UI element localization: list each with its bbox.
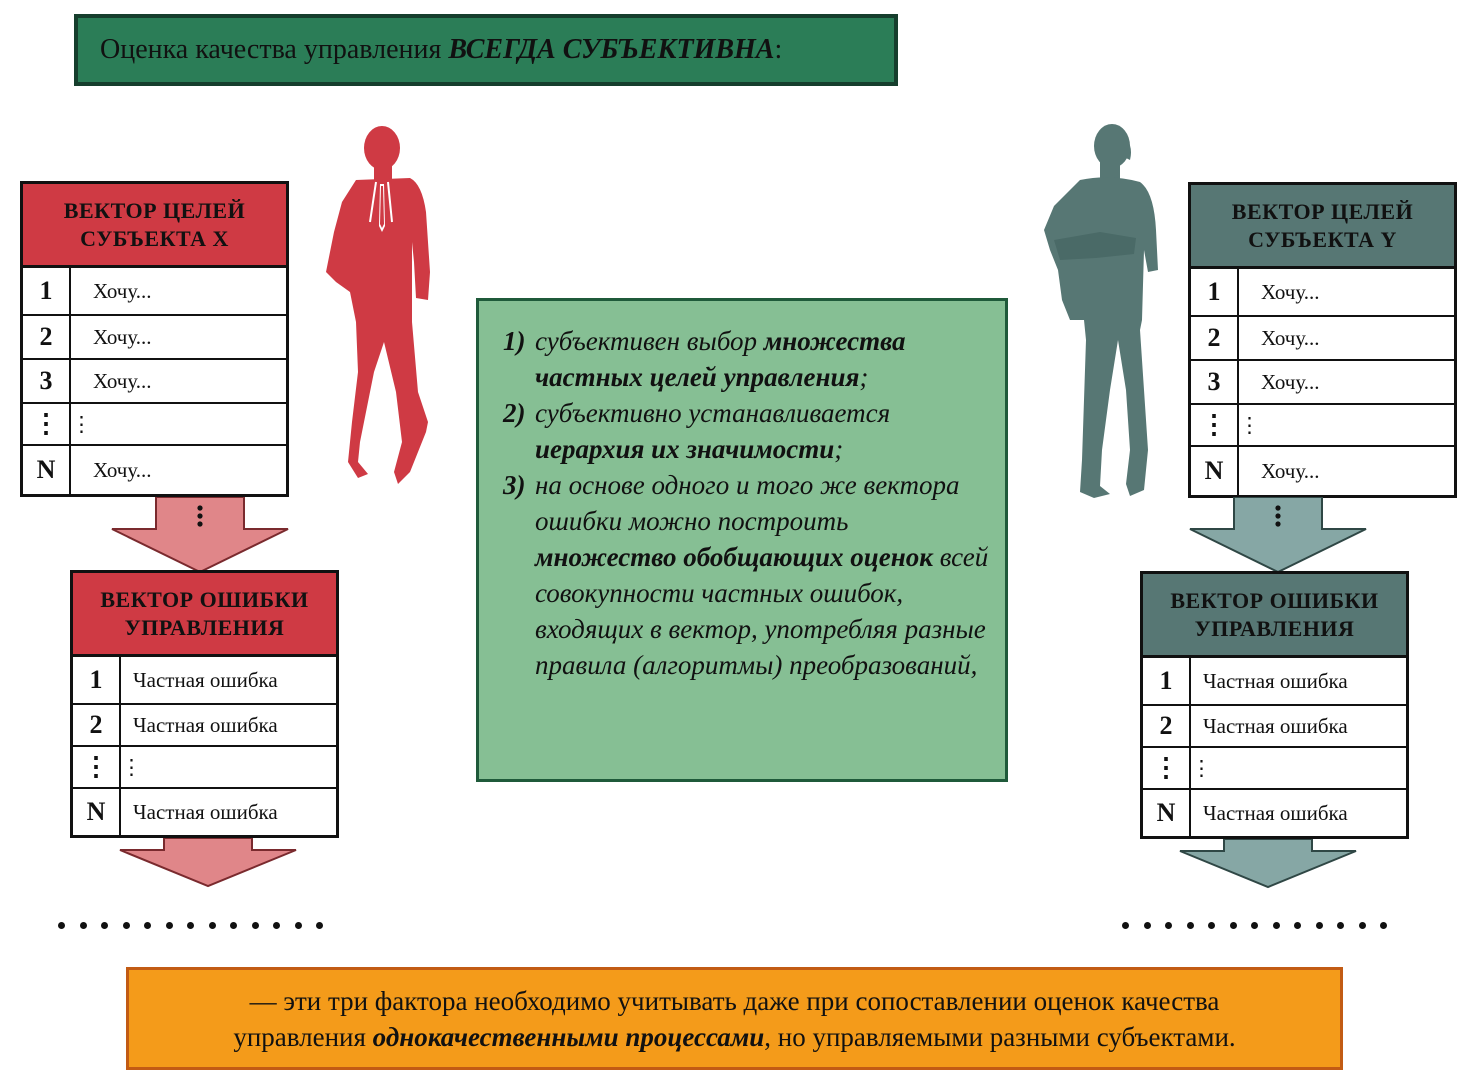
row-text: Хочу... [93, 457, 152, 482]
row-text: ⋮ [121, 754, 142, 779]
right-errors-table [1140, 571, 1409, 839]
table-row [23, 316, 286, 360]
table-row [1191, 361, 1454, 405]
table-row [1191, 269, 1454, 317]
table-row [1191, 317, 1454, 361]
right-continuation-dots [1122, 922, 1387, 929]
row-number: 2 [73, 705, 121, 745]
title-prefix: Оценка качества управления [100, 34, 442, 65]
conclusion-line1: — эти три фактора необходимо учитывать даже при сопоставлении оценок качества [249, 985, 1220, 1016]
table-row [23, 404, 286, 446]
row-number: 1 [73, 657, 121, 703]
conclusion-line2-prefix: управления [233, 1021, 373, 1052]
right-arrow-down-icon [1188, 497, 1368, 573]
factor-text-plain: субъективен выбор [535, 326, 764, 356]
factor-number: 2) [503, 398, 526, 428]
row-text: Хочу... [1261, 279, 1320, 304]
row-number: 1 [1191, 269, 1239, 315]
factor-text-bold: иерархия их значимости [535, 434, 835, 464]
row-number: ⋮ [73, 747, 121, 787]
row-number: ⋮ [23, 404, 71, 444]
row-number: N [1191, 447, 1239, 495]
row-number: 1 [23, 268, 71, 314]
title-emphasis: ВСЕГДА СУБЪЕКТИВНА [448, 34, 775, 65]
factor-text [535, 467, 989, 683]
table-row [73, 789, 336, 835]
left-goals-header-line1: ВЕКТОР ЦЕЛЕЙ [63, 197, 246, 223]
left-errors-table [70, 570, 339, 838]
row-text: Частная ошибка [1203, 713, 1348, 738]
row-text: Хочу... [1261, 458, 1320, 483]
row-text: ⋮ [1191, 755, 1212, 780]
left-errors-header-line1: ВЕКТОР ОШИБКИ [100, 586, 309, 612]
conclusion-banner [126, 967, 1343, 1070]
title-suffix: : [774, 34, 783, 65]
row-text: Частная ошибка [133, 712, 278, 737]
left-goals-header-line2: СУБЪЕКТА X [80, 225, 229, 251]
factor-text [535, 323, 989, 395]
table-row [1143, 748, 1406, 790]
factor-text-plain: на основе одного и того же вектора ошибки можно построить [535, 470, 960, 536]
row-text: ⋮ [71, 411, 92, 436]
left-goals-header [23, 184, 286, 268]
factor-item [503, 467, 989, 683]
right-goals-header [1191, 185, 1454, 269]
row-number: ⋮ [1191, 405, 1239, 445]
row-number: 2 [1143, 706, 1191, 746]
row-number: 3 [1191, 361, 1239, 403]
right-errors-header [1143, 574, 1406, 658]
row-text: Частная ошибка [133, 667, 278, 692]
factor-number: 3) [503, 470, 526, 500]
table-row [23, 446, 286, 494]
title-banner [74, 14, 898, 86]
table-row [1143, 658, 1406, 706]
row-text: Хочу... [1261, 369, 1320, 394]
right-errors-header-line2: УПРАВЛЕНИЯ [1194, 615, 1355, 641]
factor-text-plain: субъективно устанавливается [535, 398, 891, 428]
factor-item [503, 323, 989, 395]
subject-y-person-icon [1040, 120, 1164, 504]
factor-text-end: ; [834, 434, 844, 464]
table-row [73, 657, 336, 705]
subject-x-person-icon [318, 122, 436, 498]
row-number: 1 [1143, 658, 1191, 704]
left-arrow-down-icon [110, 497, 290, 573]
right-goals-table [1188, 182, 1457, 498]
row-text: Хочу... [93, 278, 152, 303]
right-errors-header-line1: ВЕКТОР ОШИБКИ [1170, 587, 1379, 613]
left-continuation-dots [58, 922, 323, 929]
row-text: Частная ошибка [1203, 800, 1348, 825]
factor-text-bold: множество обобщающих оценок [535, 542, 933, 572]
table-row [73, 747, 336, 789]
factor-text [535, 395, 989, 467]
row-number: N [73, 789, 121, 835]
left-errors-header [73, 573, 336, 657]
table-row [73, 705, 336, 747]
table-row [1143, 790, 1406, 836]
row-number: ⋮ [1143, 748, 1191, 788]
subjectivity-factors-box [476, 298, 1008, 782]
row-text: Хочу... [93, 324, 152, 349]
factor-text-bold: множества частных целей управления [535, 326, 906, 392]
factor-text-end: всей совокупности частных ошибок, входящих в вектор, употребляя разные правила (алгоритмы) преобразований, [535, 542, 989, 680]
conclusion-line2-emphasis: однокачественными процессами [372, 1021, 765, 1052]
row-text: Частная ошибка [133, 799, 278, 824]
left-errors-header-line2: УПРАВЛЕНИЯ [124, 614, 285, 640]
row-number: N [23, 446, 71, 494]
row-number: N [1143, 790, 1191, 836]
right-arrow-down-icon [1178, 839, 1358, 889]
row-text: Частная ошибка [1203, 668, 1348, 693]
conclusion-line2-suffix: , но управляемыми разными субъектами. [764, 1021, 1236, 1052]
factor-text-end: ; [859, 362, 869, 392]
row-text: Хочу... [93, 368, 152, 393]
row-number: 2 [23, 316, 71, 358]
factor-number: 1) [503, 326, 526, 356]
left-arrow-down-icon [118, 838, 298, 888]
row-text: ⋮ [1239, 412, 1260, 437]
table-row [1191, 405, 1454, 447]
row-number: 3 [23, 360, 71, 402]
factor-item [503, 395, 989, 467]
row-number: 2 [1191, 317, 1239, 359]
left-goals-table [20, 181, 289, 497]
table-row [23, 360, 286, 404]
conclusion-line2 [233, 1019, 1235, 1055]
table-row [1143, 706, 1406, 748]
right-goals-header-line2: СУБЪЕКТА Y [1248, 226, 1397, 252]
right-goals-header-line1: ВЕКТОР ЦЕЛЕЙ [1231, 198, 1414, 224]
table-row [1191, 447, 1454, 495]
row-text: Хочу... [1261, 325, 1320, 350]
table-row [23, 268, 286, 316]
